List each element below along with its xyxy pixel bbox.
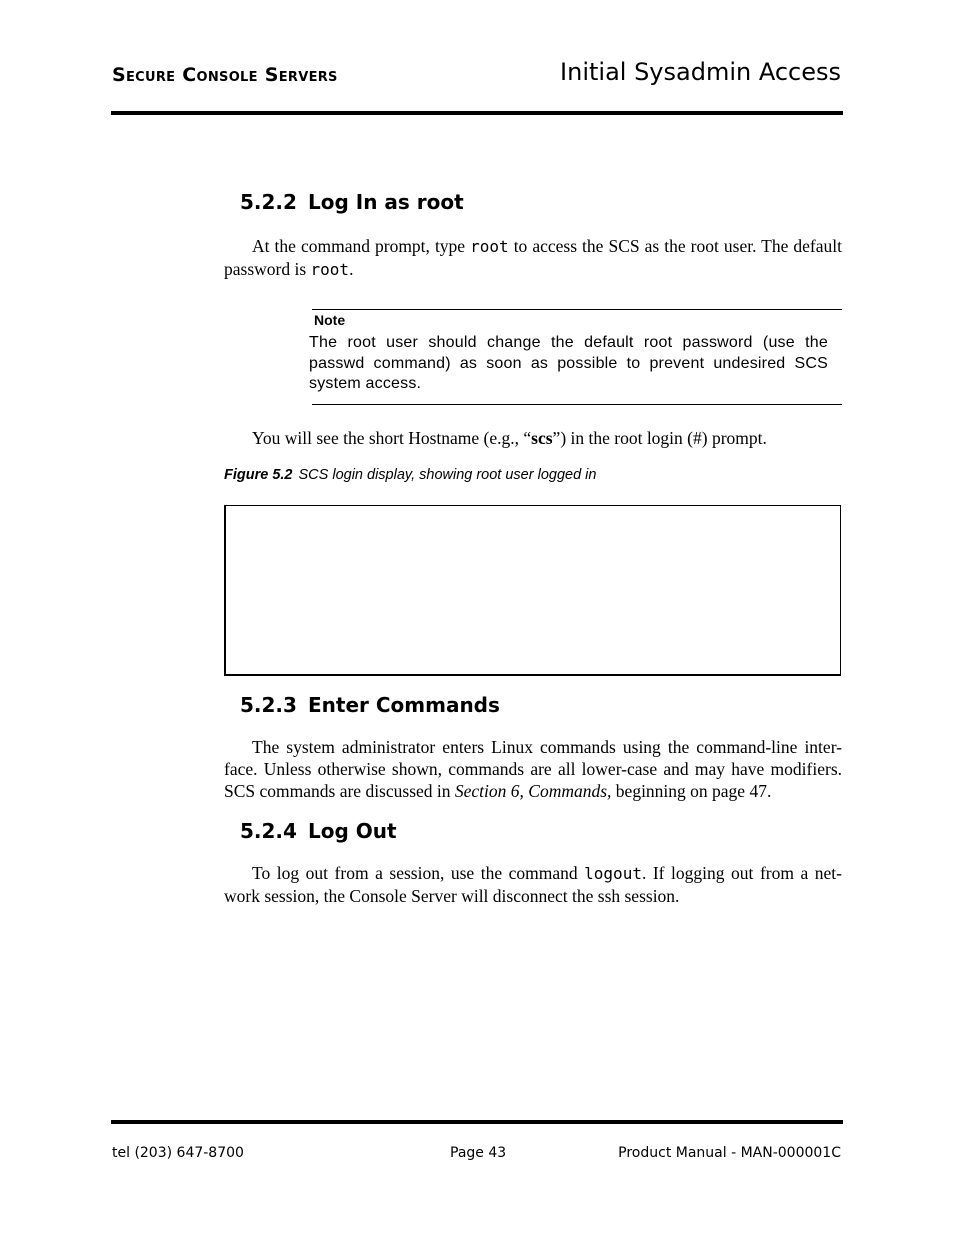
paragraph-hostname	[224, 427, 842, 449]
text: .	[349, 259, 354, 279]
note-bottom-rule	[312, 404, 842, 405]
text: ”) in the root login (#) prompt.	[552, 428, 767, 448]
section-reference: Section 6, Commands,	[454, 781, 612, 801]
figure-caption-text: SCS login display, showing root user logged in	[298, 467, 597, 483]
figure-image-frame	[224, 505, 841, 676]
text: You will see the short Hostname (e.g., “	[252, 428, 532, 448]
paragraph-log-out	[224, 862, 842, 907]
footer-phone: tel (203) 647-8700	[112, 1145, 244, 1161]
text: to access the SCS as the root user. The default password is	[224, 236, 842, 279]
section-title: Enter Commands	[308, 693, 500, 717]
figure-caption	[224, 467, 596, 483]
section-title: Log In as root	[308, 190, 464, 214]
figure-label: Figure 5.2	[224, 467, 293, 483]
text: beginning on page 47.	[611, 781, 772, 801]
text: At the command prompt, type	[252, 236, 471, 256]
text: . If logging out from a net-work session, the Console Server will disconnect the ssh session.	[224, 863, 842, 906]
paragraph-log-in	[224, 235, 842, 281]
section-heading-log-out	[240, 819, 397, 843]
text: To log out from a session, use the command	[252, 863, 585, 883]
section-heading-log-in	[240, 190, 464, 214]
header-rule	[111, 111, 843, 115]
running-header-left: Secure Console Servers	[112, 64, 338, 86]
text: The system administrator enters Linux commands using the command-line inter-face. Unless otherwise shown, commands are all lower-case and may have modifiers. SCS commands are discussed in	[224, 737, 842, 801]
note-body: The root user should change the default root password (use the passwd command) as soon as possible to prevent undesired SCS system access.	[309, 334, 828, 392]
footer-rule	[111, 1120, 843, 1124]
section-number: 5.2.4	[240, 819, 297, 843]
footer-page-number: Page 43	[450, 1145, 507, 1161]
note-title: Note	[314, 312, 346, 328]
section-number: 5.2.2	[240, 190, 297, 214]
running-header-right: Initial Sysadmin Access	[560, 58, 841, 86]
section-heading-enter-commands	[240, 693, 500, 717]
footer-manual-id: Product Manual - MAN-000001C	[618, 1145, 841, 1161]
note-top-rule	[312, 309, 842, 310]
paragraph-enter-commands	[224, 736, 842, 802]
hostname-example: scs	[531, 428, 553, 448]
code-root-password: root	[310, 260, 350, 279]
section-number: 5.2.3	[240, 693, 297, 717]
code-logout: logout	[584, 864, 642, 883]
code-root: root	[470, 237, 509, 256]
section-title: Log Out	[308, 819, 397, 843]
